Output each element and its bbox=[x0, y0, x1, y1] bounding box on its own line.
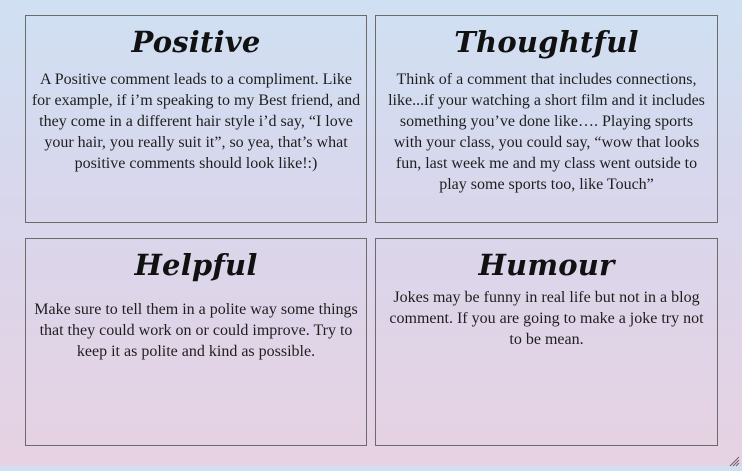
resize-grip-icon[interactable] bbox=[728, 452, 740, 464]
card-body-positive: A Positive comment leads to a compliment. Like for example, if i’m speaking to my Best friend, and they come in a different hair style i’d say, “I love your hair, you really suit it”, so yea, that’s what positive comments should look like!:) bbox=[31, 71, 361, 172]
card-body-humour: Jokes may be funny in real life but not in a blog comment. If you are going to make a joke try not to be mean. bbox=[389, 289, 704, 348]
card-helpful bbox=[25, 238, 367, 446]
card-body-thoughtful: Think of a comment that includes connections, like...if your watching a short film and it includes something you’ve done like…. Playing sports with your class, you could say, “wow that looks fun, last week me and my class went outside to play some sports too, like Touch” bbox=[388, 71, 705, 193]
card-body-helpful: Make sure to tell them in a polite way some things that they could work on or could improve. Try to keep it as polite and kind as possible. bbox=[34, 301, 358, 360]
card-title-positive: Positive bbox=[131, 25, 261, 59]
card-title-thoughtful: Thoughtful bbox=[454, 25, 639, 59]
card-thoughtful bbox=[375, 15, 718, 223]
card-title-helpful: Helpful bbox=[134, 248, 258, 282]
card-title-humour: Humour bbox=[478, 248, 615, 282]
card-positive bbox=[25, 15, 367, 223]
card-humour bbox=[375, 238, 718, 446]
